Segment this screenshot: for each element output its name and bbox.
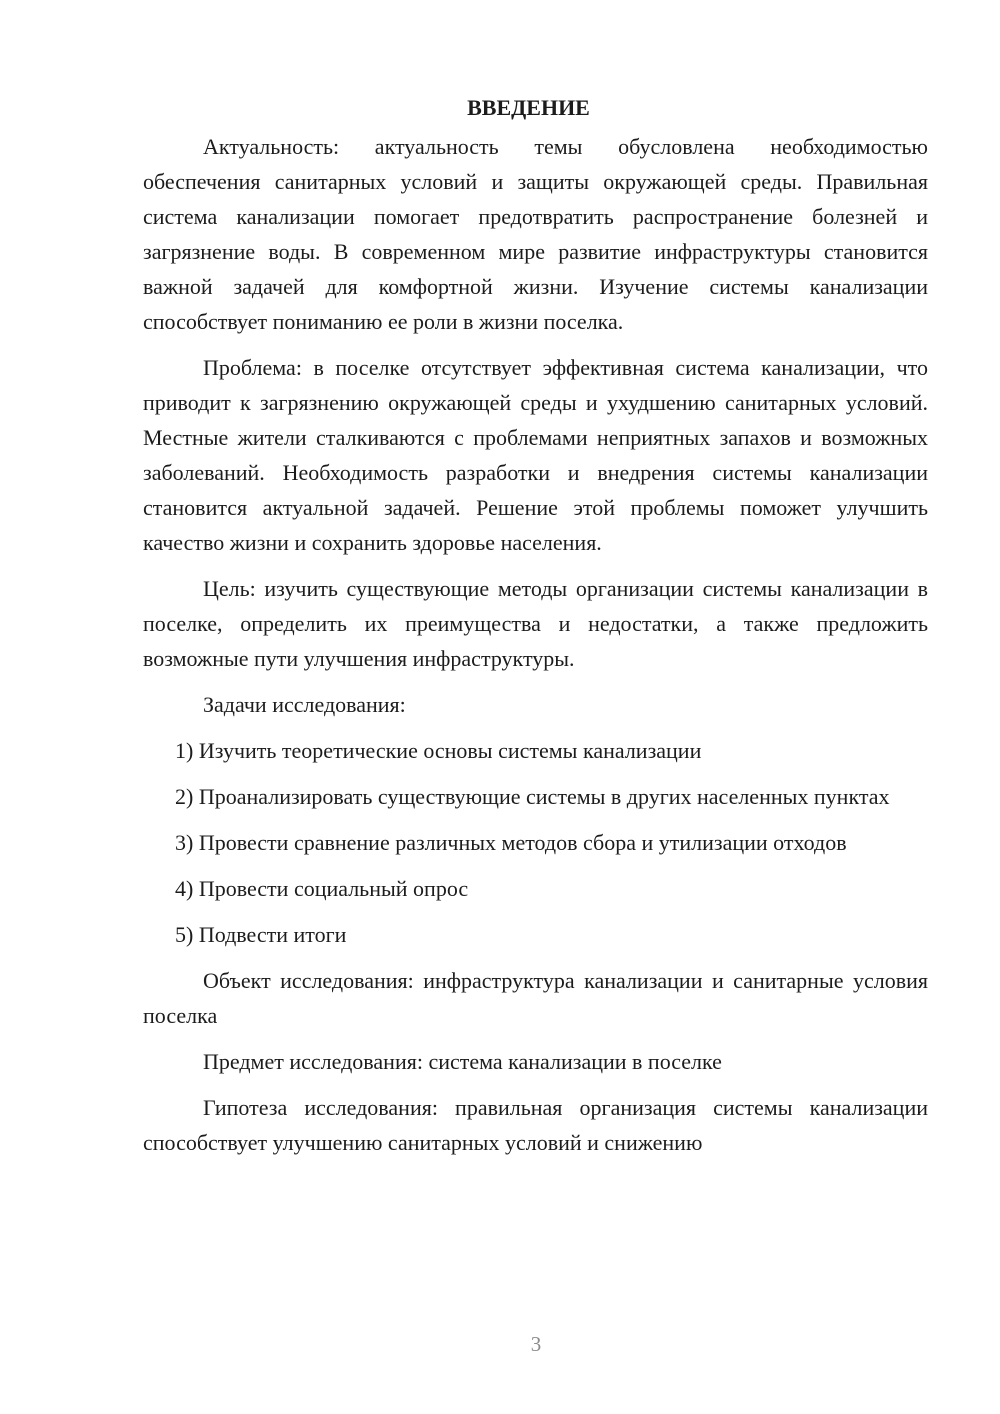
task-item-3: 3) Провести сравнение различных методов сбора и утилизации отходов [175, 830, 847, 855]
paragraph-relevance: Актуальность: актуальность темы обусловлена необходимостью обеспечения санитарных условий и защиты окружающей среды. Правильная система канализации помогает предотвратить распространение болезней и загрязнение воды. В современном мире развитие инфраструктуры становится важной задачей для комфортной жизни. Изучение системы канализации способствует пониманию ее роли в жизни поселка. [143, 134, 928, 334]
section-title [143, 90, 928, 125]
task-item-5: 5) Подвести итоги [175, 922, 347, 947]
page-number: 3 [530, 1332, 542, 1356]
paragraph-goal: Цель: изучить существующие методы организации системы канализации в поселке, определить их преимущества и недостатки, а также предложить возможные пути улучшения инфраструктуры. [143, 576, 928, 671]
section-title-text: ВВЕДЕНИЕ [467, 95, 590, 120]
task-item-1: 1) Изучить теоретические основы системы канализации [175, 738, 702, 763]
paragraph-hypothesis: Гипотеза исследования: правильная организация системы канализации способствует улучшению санитарных условий и снижению [143, 1095, 928, 1155]
paragraph-problem: Проблема: в поселке отсутствует эффективная система канализации, что приводит к загрязнению окружающей среды и ухудшению санитарных условий. Местные жители сталкиваются с проблемами неприятных запахов и возможных заболеваний. Необходимость разработки и внедрения системы канализации становится актуальной задачей. Решение этой проблемы поможет улучшить качество жизни и сохранить здоровье населения. [143, 355, 928, 555]
task-item-4: 4) Провести социальный опрос [175, 876, 469, 901]
page-content [143, 90, 928, 1171]
paragraph-object: Объект исследования: инфраструктура канализации и санитарные условия поселка [143, 968, 928, 1028]
paragraph-subject: Предмет исследования: система канализации в поселке [203, 1049, 722, 1074]
task-item-2: 2) Проанализировать существующие системы в других населенных пунктах [175, 784, 890, 809]
tasks-heading: Задачи исследования: [203, 692, 406, 717]
